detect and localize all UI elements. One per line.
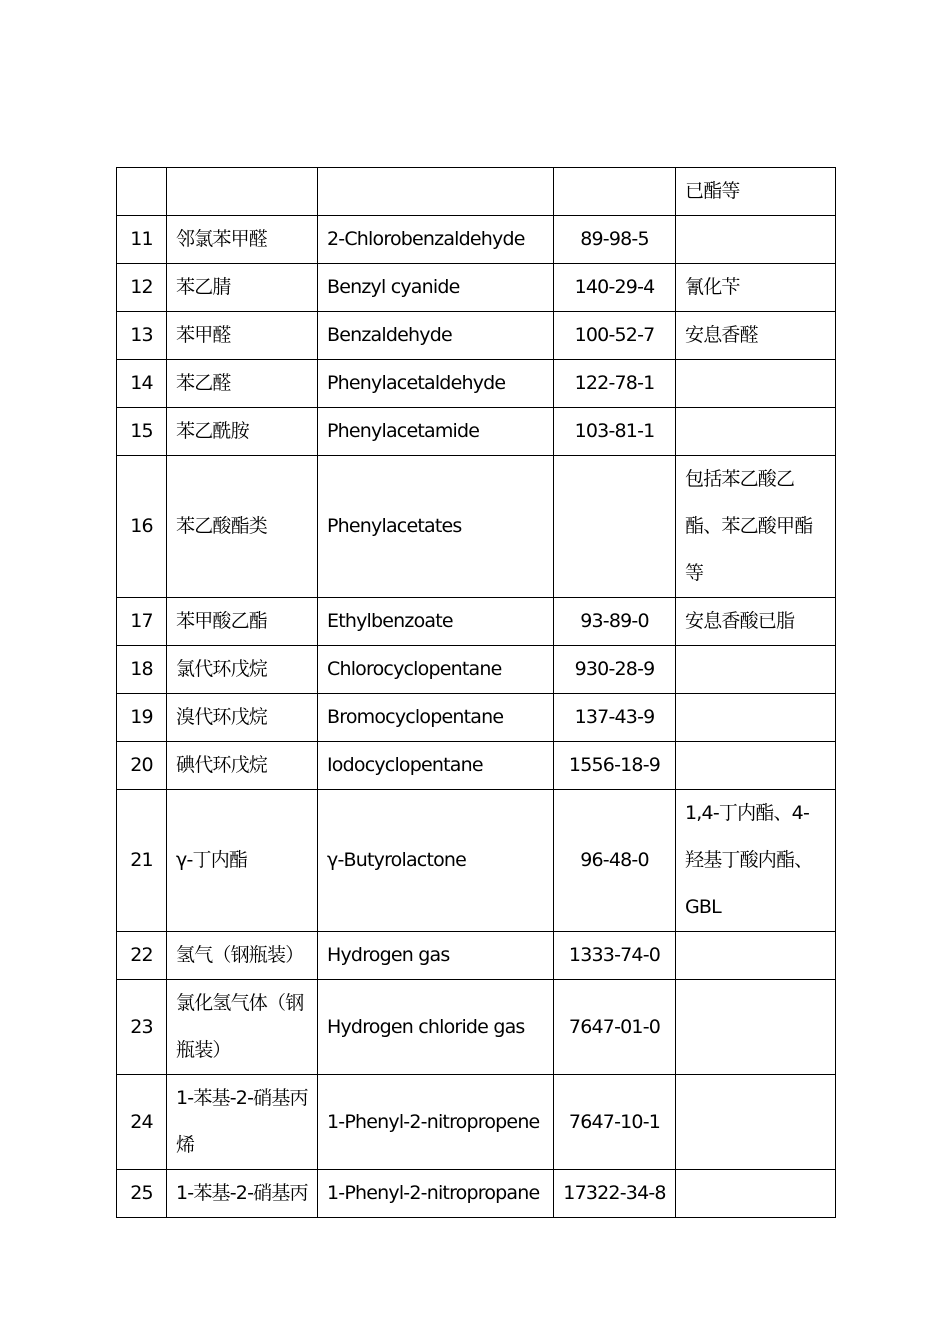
remarks [676,980,836,1075]
table-row [117,980,836,1075]
english-name [318,168,554,216]
row-number: 25 [117,1170,167,1218]
remarks [676,694,836,742]
cas-number: 7647-01-0 [554,980,676,1075]
row-number: 15 [117,408,167,456]
remarks [676,360,836,408]
row-number: 13 [117,312,167,360]
table-row [117,264,836,312]
chinese-name: 苯乙酸酯类 [167,456,318,598]
english-name: 1-Phenyl-2-nitropropane [318,1170,554,1218]
chinese-name: γ-丁内酯 [167,790,318,932]
cas-number: 103-81-1 [554,408,676,456]
remarks [676,1170,836,1218]
english-name: Chlorocyclopentane [318,646,554,694]
cas-number: 1556-18-9 [554,742,676,790]
table-row [117,1170,836,1218]
cas-number: 7647-10-1 [554,1075,676,1170]
chinese-name: 苯乙醛 [167,360,318,408]
chemicals-table [116,167,836,1218]
chinese-name: 氢气（钢瓶装） [167,932,318,980]
row-number: 20 [117,742,167,790]
chinese-name: 氯代环戊烷 [167,646,318,694]
row-number: 19 [117,694,167,742]
table-row [117,790,836,932]
english-name: Hydrogen chloride gas [318,980,554,1075]
remarks: 1,4-丁内酯、4-羟基丁酸内酯、GBL [676,790,836,932]
remarks [676,216,836,264]
row-number: 16 [117,456,167,598]
remarks: 安息香酸已脂 [676,598,836,646]
row-number: 12 [117,264,167,312]
english-name: Benzaldehyde [318,312,554,360]
table-row [117,742,836,790]
chinese-name: 氯化氢气体（钢瓶装） [167,980,318,1075]
cas-number: 17322-34-8 [554,1170,676,1218]
chinese-name: 溴代环戊烷 [167,694,318,742]
chinese-name: 苯甲醛 [167,312,318,360]
cas-number: 930-28-9 [554,646,676,694]
remarks: 已酯等 [676,168,836,216]
remarks [676,1075,836,1170]
remarks [676,742,836,790]
chinese-name [167,168,318,216]
row-number [117,168,167,216]
cas-number: 1333-74-0 [554,932,676,980]
english-name: Hydrogen gas [318,932,554,980]
table-row [117,456,836,598]
table-row [117,216,836,264]
english-name: Phenylacetamide [318,408,554,456]
table-row [117,932,836,980]
row-number: 17 [117,598,167,646]
remarks [676,408,836,456]
remarks: 安息香醛 [676,312,836,360]
remarks: 氰化苄 [676,264,836,312]
row-number: 14 [117,360,167,408]
chinese-name: 1-苯基-2-硝基丙 [167,1170,318,1218]
english-name: Bromocyclopentane [318,694,554,742]
english-name: 1-Phenyl-2-nitropropene [318,1075,554,1170]
chinese-name: 碘代环戊烷 [167,742,318,790]
cas-number: 89-98-5 [554,216,676,264]
table-row [117,360,836,408]
cas-number: 140-29-4 [554,264,676,312]
row-number: 11 [117,216,167,264]
english-name: 2-Chlorobenzaldehyde [318,216,554,264]
row-number: 24 [117,1075,167,1170]
chinese-name: 邻氯苯甲醛 [167,216,318,264]
english-name: Iodocyclopentane [318,742,554,790]
chinese-name: 1-苯基-2-硝基丙烯 [167,1075,318,1170]
table-row [117,1075,836,1170]
table-row [117,694,836,742]
chinese-name: 苯乙腈 [167,264,318,312]
english-name: Phenylacetates [318,456,554,598]
cas-number: 100-52-7 [554,312,676,360]
english-name: Ethylbenzoate [318,598,554,646]
row-number: 18 [117,646,167,694]
row-number: 23 [117,980,167,1075]
cas-number: 93-89-0 [554,598,676,646]
table-row [117,646,836,694]
cas-number [554,456,676,598]
cas-number [554,168,676,216]
table-row [117,408,836,456]
chinese-name: 苯甲酸乙酯 [167,598,318,646]
remarks [676,646,836,694]
row-number: 22 [117,932,167,980]
table-row [117,598,836,646]
row-number: 21 [117,790,167,932]
cas-number: 137-43-9 [554,694,676,742]
remarks [676,932,836,980]
remarks: 包括苯乙酸乙酯、苯乙酸甲酯等 [676,456,836,598]
table-row [117,312,836,360]
english-name: Phenylacetaldehyde [318,360,554,408]
chinese-name: 苯乙酰胺 [167,408,318,456]
table-row [117,168,836,216]
english-name: Benzyl cyanide [318,264,554,312]
english-name: γ-Butyrolactone [318,790,554,932]
cas-number: 96-48-0 [554,790,676,932]
cas-number: 122-78-1 [554,360,676,408]
chemicals-table-body [117,168,836,1218]
